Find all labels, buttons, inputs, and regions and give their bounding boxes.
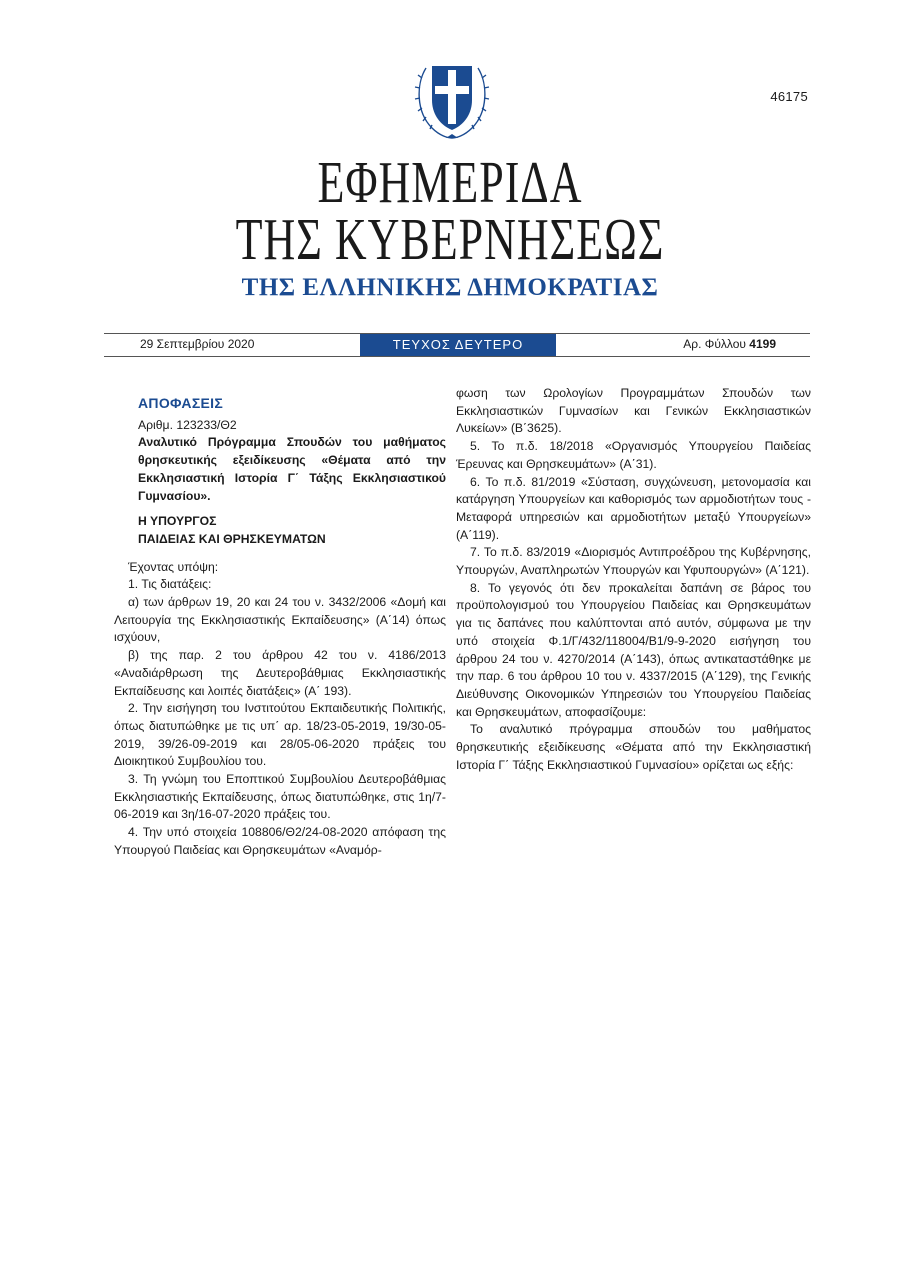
paragraph: 7. Το π.δ. 83/2019 «Διορισμός Αντιπροέδρου της Κυβέρνησης, Υπουργών, Αναπληρωτών Υπουργών και Υφυπουργών» (Α΄121). <box>456 545 811 578</box>
greek-coat-of-arms-emblem <box>412 54 492 140</box>
issue-number-value: 4199 <box>749 337 776 351</box>
left-column <box>114 385 446 860</box>
paragraph: 4. Την υπό στοιχεία 108806/Θ2/24-08-2020 απόφαση της Υπουργού Παιδείας και Θρησκευμάτων «Αναμόρ- <box>114 825 446 857</box>
issue-number-label: Αρ. Φύλλου <box>683 337 746 351</box>
gazette-title-line-3: ΤΗΣ ΕΛΛΗΝΙΚΗΣ ΔΗΜΟΚΡΑΤΙΑΣ <box>241 274 659 301</box>
decision-title: Αναλυτικό Πρόγραμμα Σπουδών του μαθήματος θρησκευτικής εξειδίκευσης «Θέματα από την Εκκλησιαστική Ιστορία Γ΄ Τάξης Εκκλησιαστικού Γυμνασίου». <box>138 435 446 503</box>
section-heading: ΑΠΟΦΑΣΕΙΣ <box>138 395 224 411</box>
issue-date: 29 Σεπτεμβρίου 2020 <box>140 337 255 351</box>
paragraph: 8. Το γεγονός ότι δεν προκαλείται δαπάνη σε βάρος του προϋπολογισμού του Υπουργείου Παιδείας και Θρησκευμάτων για τις δαπάνες που καλύπτονται από αυτόν, σύμφωνα με την υπό στοιχεία Φ.1/Γ/432/118004/Β1/9-9-2020 εισήγηση του άρθρου 24 του ν. 4270/2014 (Α΄143), όπως αντικαταστάθηκε με την παρ. 6 του άρθρου 10 του ν. 4337/2015 (Α΄129), της Γενικής Διεύθυνσης Οικονομικών Υπηρεσιών του Υπουργείου Παιδείας και Θρησκευμάτων, αποφασίζουμε: <box>456 580 811 719</box>
paragraph: 3. Τη γνώμη του Εποπτικού Συμβουλίου Δευτεροβάθμιας Εκκλησιαστικής Εκπαίδευσης, όπως διατυπώθηκε, στις 1η/7-06-2019 και 3η/16-07-2020 πράξεις του. <box>114 772 446 822</box>
decision-number: Αριθμ. 123233/Θ2 <box>138 417 237 432</box>
paragraph: α) των άρθρων 19, 20 και 24 του ν. 3432/2006 «Δομή και Λειτουργία της Εκκλησιαστικής Εκπαίδευσης» (Α΄14) όπως ισχύουν, <box>114 595 446 645</box>
gazette-title-line-2: ΤΗΣ ΚΥΒΕΡΝΗΣΕΩΣ <box>235 206 665 273</box>
paragraph: 1. Τις διατάξεις: <box>128 577 212 592</box>
paragraph: 2. Την εισήγηση του Ινστιτούτου Εκπαιδευτικής Πολιτικής, όπως διατυπώθηκε με τις υπ΄ αρ. 18/23-05-2019, 19/30-05-2019, 39/26-09-2019 και 28/05-06-2020 πράξεις του Διοικητικού Συμβουλίου του. <box>114 701 446 769</box>
issue-number <box>683 337 776 351</box>
gazette-title-line-1: ΕΦΗΜΕΡΙΔΑ <box>317 149 583 216</box>
paragraph: Έχοντας υπόψη: <box>128 559 219 574</box>
paragraph: β) της παρ. 2 του άρθρου 42 του ν. 4186/2013 «Αναδιάρθρωση της Δευτεροβάθμιας Εκκλησιαστικής Εκπαίδευσης και λοιπές διατάξεις» (Α΄ 193). <box>114 648 446 698</box>
issuer-line-1: Η ΥΠΟΥΡΓΟΣ <box>138 514 217 529</box>
paragraph: φωση των Ωρολογίων Προγραμμάτων Σπουδών των Εκκλησιαστικών Γυμνασίων και Γενικών Εκκλησιαστικών Λυκείων» (Β΄3625). <box>456 386 811 436</box>
right-column <box>456 385 811 774</box>
page-number: 46175 <box>770 89 808 104</box>
issue-info-bar <box>104 333 810 357</box>
paragraph: 6. Το π.δ. 81/2019 «Σύσταση, συγχώνευση, μετονομασία και κατάργηση Υπουργείων και καθορισμός των αρμοδιοτήτων τους - Μεταφορά υπηρεσιών και αρμοδιοτήτων μεταξύ Υπουργείων» (Α΄119). <box>456 474 811 542</box>
issue-type-badge: ΤΕΥΧΟΣ ΔΕΥΤΕΡΟ <box>360 334 556 356</box>
paragraph: 5. Το π.δ. 18/2018 «Οργανισμός Υπουργείου Παιδείας Έρευνας και Θρησκευμάτων» (Α΄31). <box>456 439 811 471</box>
paragraph: Το αναλυτικό πρόγραμμα σπουδών του μαθήματος θρησκευτικής εξειδίκευσης «Θέματα από την Εκκλησιαστική Ιστορία Γ΄ Τάξης Εκκλησιαστικού Γυμνασίου» ορίζεται ως εξής: <box>456 722 811 772</box>
issuer-line-2: ΠΑΙΔΕΙΑΣ ΚΑΙ ΘΡΗΣΚΕΥΜΑΤΩΝ <box>138 531 326 546</box>
